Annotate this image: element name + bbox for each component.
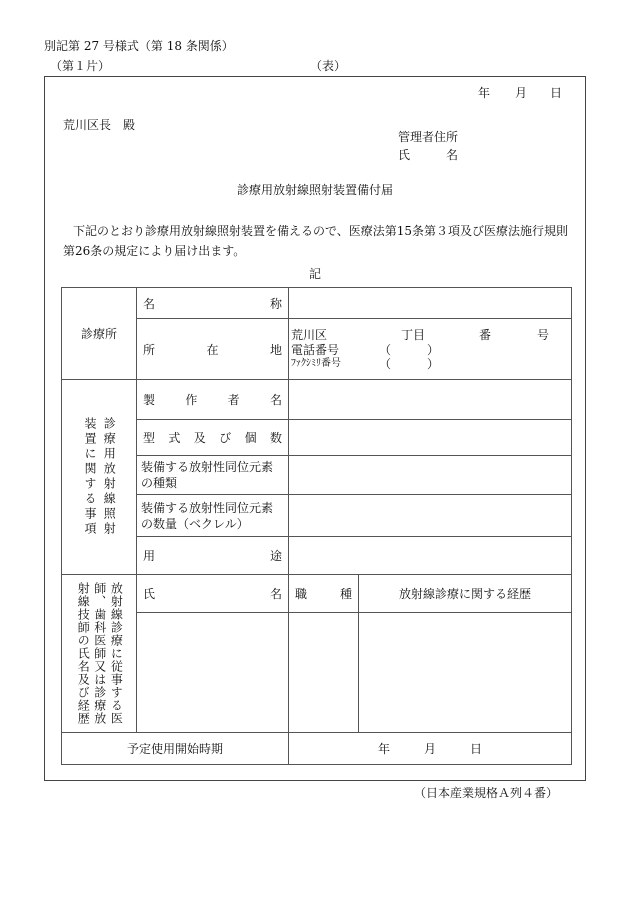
footer-note: （日本産業規格Ａ列４番） bbox=[414, 786, 559, 800]
staff-career-label: 放射線診療に関する経歴 bbox=[359, 575, 572, 613]
form-reference: 別記第 27 号様式（第 18 条関係） bbox=[44, 39, 234, 53]
isotope-type-label: 装備する放射性同位元素の種類 bbox=[137, 456, 289, 495]
date-year: 年 bbox=[478, 86, 491, 100]
chome-label: 丁目 bbox=[401, 327, 426, 342]
table-row bbox=[62, 380, 572, 420]
isotope-qty-label: 装備する放射性同位元素の数量（ベクレル） bbox=[137, 495, 289, 537]
date-month: 月 bbox=[515, 86, 528, 100]
staff-name-field[interactable] bbox=[137, 613, 289, 733]
model-field[interactable] bbox=[289, 420, 572, 456]
manager-name-label-2: 名 bbox=[446, 148, 459, 162]
addressee: 荒川区長 殿 bbox=[63, 118, 136, 132]
date-day: 日 bbox=[550, 86, 563, 100]
ki-label: 記 bbox=[308, 267, 321, 281]
fax-label: ﾌｧｸｼﾐﾘ番号 bbox=[291, 357, 341, 369]
manager-name-label-1: 氏 bbox=[398, 148, 411, 162]
clinic-name-field[interactable] bbox=[289, 288, 572, 319]
staff-header-col-3: 放射線診療に従事する医 bbox=[109, 582, 124, 725]
ban-label: 番 bbox=[479, 327, 492, 342]
manager-address-label: 管理者住所 bbox=[398, 130, 459, 144]
start-year: 年 bbox=[377, 742, 390, 756]
staff-header bbox=[62, 575, 137, 733]
clinic-header: 診療所 bbox=[62, 288, 137, 380]
staff-career-field[interactable] bbox=[359, 613, 572, 733]
fax-paren: （ ） bbox=[379, 356, 440, 371]
staff-job-field[interactable] bbox=[289, 613, 359, 733]
clinic-location-field[interactable] bbox=[289, 319, 572, 380]
table-row bbox=[62, 495, 572, 537]
use-field[interactable] bbox=[289, 537, 572, 575]
go-label: 号 bbox=[537, 327, 550, 342]
table-row bbox=[62, 537, 572, 575]
table-row bbox=[62, 733, 572, 765]
table-row bbox=[62, 420, 572, 456]
maker-field[interactable] bbox=[289, 380, 572, 420]
device-header bbox=[62, 380, 137, 575]
table-row bbox=[62, 613, 572, 733]
use-label: 用 途 bbox=[137, 537, 289, 575]
ward-label: 荒川区 bbox=[291, 327, 328, 342]
sheet-label: （第１片） bbox=[50, 59, 111, 73]
maker-label: 製 作 者 名 bbox=[137, 380, 289, 420]
side-label: （表） bbox=[310, 59, 347, 73]
start-label: 予定使用開始時期 bbox=[62, 733, 289, 765]
clinic-location-label: 所 在 地 bbox=[137, 319, 289, 380]
staff-header-col-2: 師、歯科医師又は診療放 bbox=[92, 582, 107, 725]
table-row bbox=[62, 456, 572, 495]
table-row bbox=[62, 288, 572, 319]
table-row bbox=[62, 575, 572, 613]
form-title: 診療用放射線照射装置備付届 bbox=[236, 183, 393, 197]
body-line-2: 第26条の規定により届け出ます。 bbox=[63, 244, 246, 258]
phone-label: 電話番号 bbox=[291, 342, 340, 357]
staff-header-col-1: 射線技師の氏名及び経歴 bbox=[76, 582, 91, 725]
table-row bbox=[62, 319, 572, 380]
form-table bbox=[61, 287, 572, 765]
isotope-qty-field[interactable] bbox=[289, 495, 572, 537]
device-header-col-2: 装置に関する事項 bbox=[83, 417, 97, 537]
start-field[interactable] bbox=[289, 733, 572, 765]
clinic-name-label: 名 称 bbox=[137, 288, 289, 319]
model-label: 型 式 及 び 個 数 bbox=[137, 420, 289, 456]
staff-job-label: 職 種 bbox=[289, 575, 359, 613]
start-month: 月 bbox=[423, 742, 436, 756]
device-header-col-1: 診療用放射線照射 bbox=[102, 417, 117, 537]
staff-name-label: 氏 名 bbox=[137, 575, 289, 613]
phone-paren: （ ） bbox=[379, 342, 440, 357]
start-day: 日 bbox=[470, 742, 483, 756]
isotope-type-field[interactable] bbox=[289, 456, 572, 495]
body-line-1: 下記のとおり診療用放射線照射装置を備えるので、医療法第15条第３項及び医療法施行規則 bbox=[73, 224, 569, 238]
